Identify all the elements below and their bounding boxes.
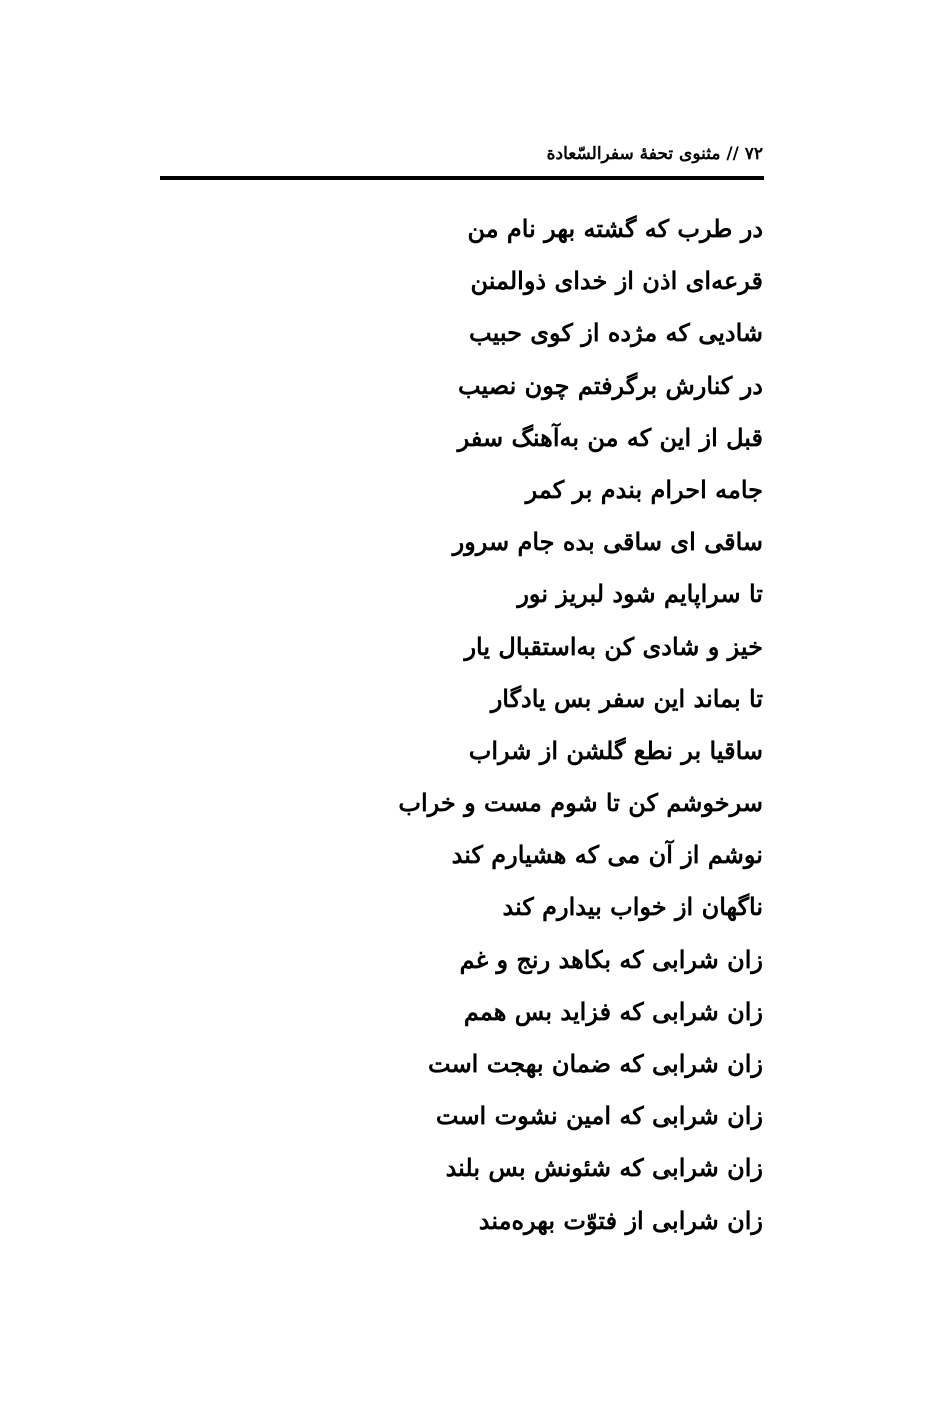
verse-line: جامه احرام بندم بر کمر [525,474,763,504]
verse-line: نوشم از آن می که هشیارم کند [451,840,763,870]
verse-line: سرخوشم کن تا شوم مست و خراب [398,788,763,818]
verse-line: قبل از این که من به‌آهنگ سفر [457,422,763,452]
verse-line: زان شرابی که ضمان بهجت است [428,1049,763,1078]
verse-line: زان شرابی که فزاید بس همم [463,996,763,1026]
verse-line: ناگهان از خواب بیدارم کند [502,892,763,922]
verse-line: زان شرابی که امین نشوت است [435,1101,763,1131]
verse-line: خیز و شادی کن به‌استقبال یار [464,631,763,661]
verse-line: در طرب که گشته بهر نام من [467,214,763,243]
running-head: ۷۲ // مثنوی تحفهٔ سفرالسّعادة [546,144,763,164]
verse-line: تا بماند این سفر بس یادگار [490,683,763,713]
verse-line: زان شرابی از فتوّت بهره‌مند [478,1205,763,1235]
header-rule [160,176,764,180]
verse-line: ساقیا بر نطع گلشن از شراب [468,735,763,765]
verse-line: زان شرابی که شئونش بس بلند [445,1153,763,1183]
verse-line: قرعه‌ای اذن از خدای ذوالمنن [470,266,763,296]
verse-line: تا سراپایم شود لبریز نور [517,579,763,609]
verse-list [163,203,763,1247]
verse-line: ساقی ای ساقی بده جام سرور [452,527,763,557]
verse-line: در کنارش برگرفتم چون نصیب [457,370,763,400]
verse-line: زان شرابی که بکاهد رنج و غم [459,944,763,974]
verse-line: شادیی که مژده از کوی حبیب [469,318,763,348]
